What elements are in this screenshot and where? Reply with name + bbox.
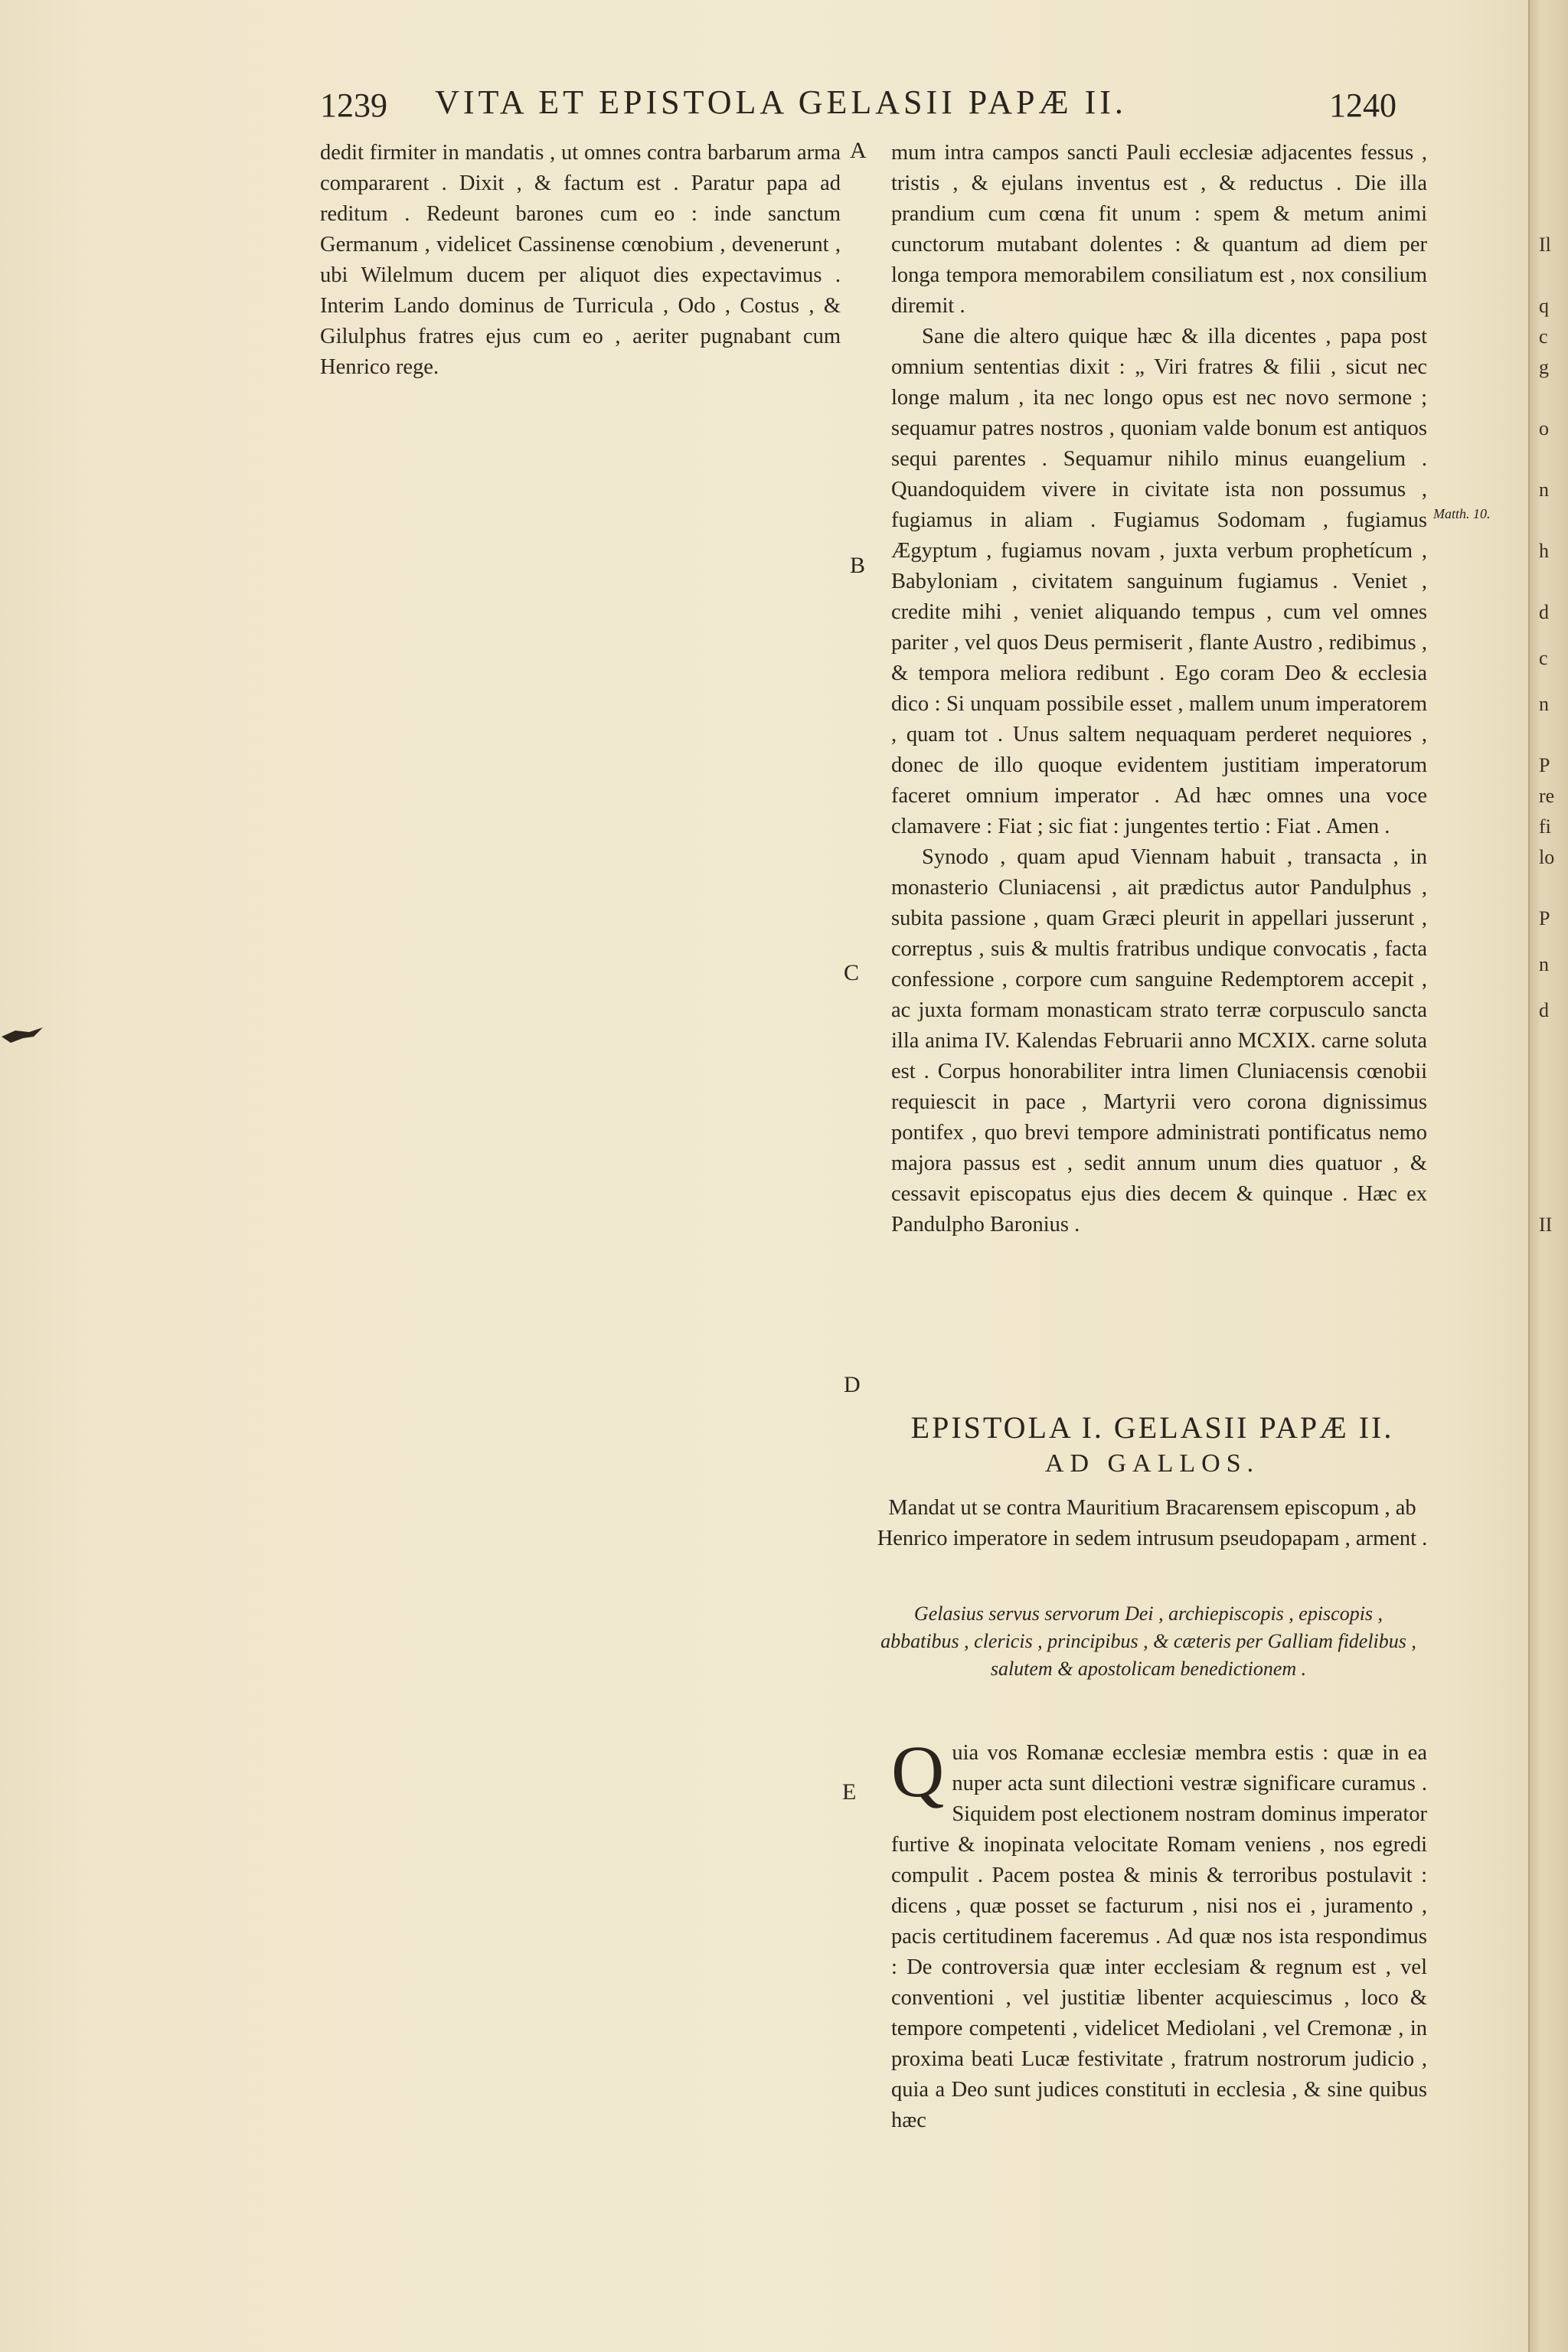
margin-marker-c: C [844, 960, 860, 985]
right-column [891, 138, 1427, 1240]
edge-fragment: g [1539, 356, 1549, 378]
ink-smudge-mark [0, 1021, 46, 1047]
edge-fragment: re [1539, 785, 1555, 807]
right-column-paragraph-2: Sane die altero quique hæc & illa dicentes , papa post omnium sententias dixit : „ Viri fratres & filii , sicut nec longe malum , ita nec longo opus est nec novo sermone ; sequamur patres nostros , quoniam valde bonum est antiquos sequi parentes . Sequamur nihilo minus euangelium . Quandoquidem vivere in civitate ista non possumus , fugiamus in aliam . Fugiamus Sodomam , fugiamus Ægyptum , fugiamus novam , juxta verbum prophetícum , Babyloniam , civitatem sanguinum fugiamus . Veniet , credite mihi , veniet aliquando tempus , cum vel omnes pariter , vel quos Deus permiserit , flante Austro , redibimus , & tempora meliora redibunt . Ego coram Deo & ecclesia dico : Si unquam possibile esset , mallem unum imperatorem , quam tot . Unus saltem nequaquam perderet nequiores , donec de illo quoque evidentem justitiam imperatorum faceret omnium imperator . Ad hæc omnes una voce clamavere : Fiat ; sic fiat : jungentes tertio : Fiat . Amen . [891, 325, 1427, 838]
edge-fragment: d [1539, 999, 1549, 1021]
page-number-right: 1240 [1329, 87, 1396, 124]
epistola-subtitle: AD GALLOS. [1044, 1449, 1260, 1478]
edge-fragment: h [1539, 540, 1549, 562]
epistola-body [891, 1730, 1427, 2136]
edge-fragment: d [1539, 601, 1549, 623]
edge-fragment: Il [1539, 234, 1551, 256]
margin-marker-d: D [844, 1372, 861, 1397]
edge-fragment: fi [1539, 815, 1551, 838]
epistola-heading [873, 1409, 1432, 1481]
epistola-address: Gelasius servus servorum Dei , archiepiscopis , episcopis , abbatibus , clericis , principibus , & cæteris per Galliam fidelibus , salutem & apostolicam benedictionem . [880, 1602, 1416, 1680]
running-head-title: VITA ET EPISTOLA GELASII PAPÆ II. [435, 83, 1127, 121]
right-column-paragraph-1: mum intra campos sancti Pauli ecclesiæ adjacentes fessus , tristis , & ejulans inventus est , & reductus . Die illa prandium cum cœna fit unum : spem & metum animi cunctorum mutabant dolentes : & quantum ad diem per longa tempora memorabilem consiliatum est , nox consilium diremit . [891, 141, 1427, 318]
edge-fragment: o [1539, 417, 1549, 439]
epistola-body-text: uia vos Romanæ ecclesiæ membra estis : quæ in ea nuper acta sunt dilectioni vestræ significare curamus . Siquidem post electionem nostram dominus imperator furtive & inopinata velocitate Romam veniens , nos egredi compulit . Pacem postea & minis & terroribus postulavit : dicens , quæ posset se facturum , nisi nos ei , juramento , pacis certitudinem faceremus . Ad quæ nos ista respondimus : De controversia quæ inter ecclesiam & regnum est , vel conventioni , vel justitiæ libenter acquiescimus , loco & tempore competenti , videlicet Mediolani , vel Cremonæ , in proxima beati Lucæ festivitate , fratrum nostrorum judicio , quia a Deo sunt judices constituti in ecclesia , & sine quibus hæc [891, 1741, 1427, 2132]
page-number-left: 1239 [320, 87, 387, 124]
margin-marker-e: E [842, 1779, 857, 1805]
drop-cap: Q [891, 1730, 945, 1812]
epistola-title: EPISTOLA I. GELASII PAPÆ II. [910, 1410, 1394, 1445]
edge-fragment: n [1539, 693, 1549, 715]
margin-note-matthew: Matth. 10. [1433, 506, 1491, 521]
edge-fragment: n [1539, 479, 1549, 501]
edge-fragment: P [1539, 754, 1550, 776]
edge-fragment: P [1539, 907, 1550, 929]
edge-fragment: c [1539, 647, 1548, 669]
edge-fragment: n [1539, 953, 1549, 975]
edge-fragment: lo [1539, 846, 1555, 868]
edge-fragment: c [1539, 325, 1548, 348]
right-column-paragraph-3: Synodo , quam apud Viennam habuit , transacta , in monasterio Cluniacensi , ait prædictus autor Pandulphus , subita passione , quam Græci pleurit in appellari jusserunt , correptus , suis & multis fratribus undique convocatis , facta confessione , corpore cum sanguine Redemptorem accepit , ac juxta formam monasticam strato terræ corpusculo sancta illa anima IV. Kalendas Februarii anno MCXIX. carne soluta est . Corpus honorabiliter intra limen Cluniacensis cœnobii requiescit in pace , Martyrii vero corona dignissimus pontifex , quo brevi tempore administrati pontificatus nemo majora passus est , sedit annum unum dies quatuor , & cessavit episcopatus ejus dies decem & quinque . Hæc ex Pandulpho Baronius . [891, 845, 1427, 1236]
margin-marker-a: A [850, 138, 867, 163]
edge-fragment: q [1539, 295, 1549, 317]
left-column-text: dedit firmiter in mandatis , ut omnes contra barbarum arma compararent . Dixit , & factum est . Paratur papa ad reditum . Redeunt barones cum eo : inde sanctum Germanum , videlicet Cassinense cœnobium , devenerunt , ubi Wilelmum ducem per aliquot dies expectavimus . Interim Lando dominus de Turricula , Odo , Costus , & Gilulphus fratres ejus cum eo , aeriter pugnabant cum Henrico rege. [320, 141, 841, 379]
edge-fragment: II [1539, 1214, 1553, 1236]
left-column [320, 138, 841, 383]
margin-marker-b: B [850, 553, 866, 578]
epistola-summary: Mandat ut se contra Mauritium Bracarensem episcopum , ab Henrico imperatore in sedem intrusum pseudopapam , arment . [877, 1496, 1428, 1550]
